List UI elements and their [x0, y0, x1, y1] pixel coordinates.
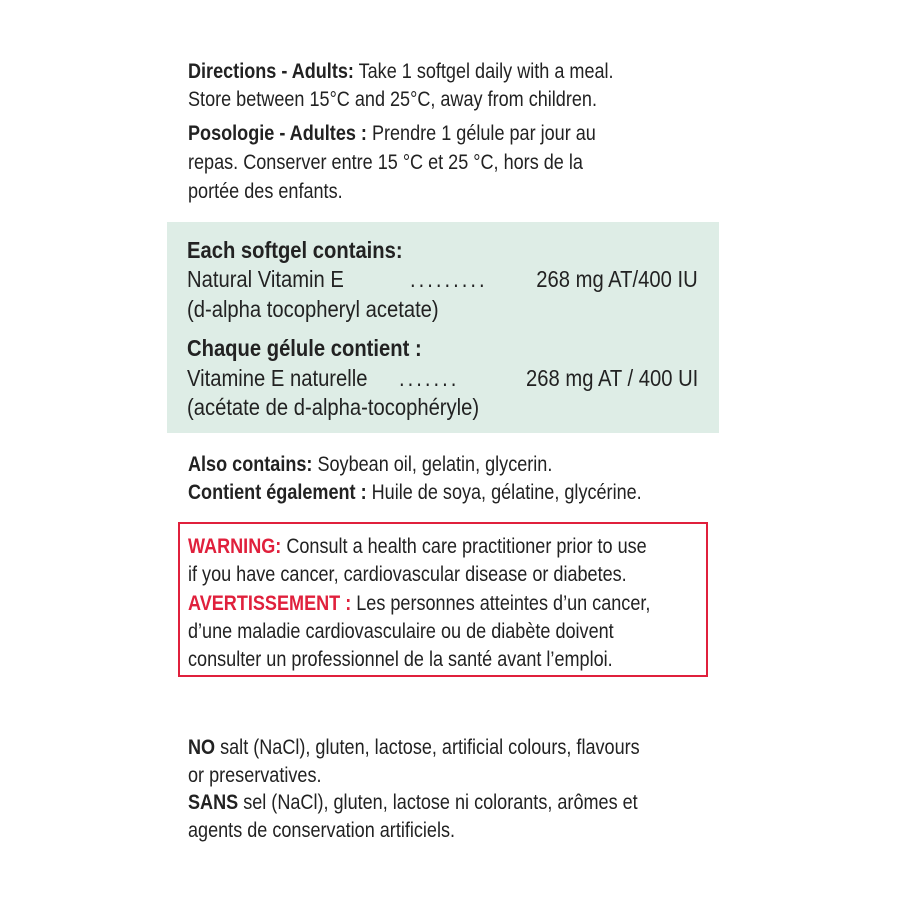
ingredients-fr-heading: Chaque gélule contient : — [187, 335, 422, 361]
free-from-en-line-2: or preservatives. — [188, 764, 322, 787]
directions-en-line-1 — [188, 60, 614, 84]
ingredients-fr-sub: (acétate de d-alpha-tocophéryle) — [187, 394, 480, 420]
also-contains-fr-label: Contient également : — [188, 481, 367, 504]
directions-fr-line-1 — [188, 122, 596, 146]
also-contains-en-text: Soybean oil, gelatin, glycerin. — [312, 453, 553, 476]
also-contains-fr-text: Huile de soya, gélatine, glycérine. — [366, 481, 642, 504]
warning-fr-label: AVERTISSEMENT : — [188, 592, 352, 615]
directions-en-line-2: Store between 15°C and 25°C, away from children. — [188, 88, 597, 111]
also-contains-fr — [188, 481, 642, 505]
warning-en-label: WARNING: — [188, 535, 282, 558]
ingredients-en-dots: ......... — [410, 266, 488, 292]
directions-fr-label: Posologie - Adultes : — [188, 122, 367, 145]
free-from-fr-line-1 — [188, 791, 638, 815]
warning-fr-line-1 — [188, 592, 650, 616]
free-from-fr-label: SANS — [188, 791, 239, 814]
directions-en-label: Directions - Adults: — [188, 60, 354, 83]
warning-fr-line-2: d’une maladie cardiovasculaire ou de diabète doivent — [188, 620, 614, 643]
free-from-fr-text: sel (NaCl), gluten, lactose ni colorants, arômes et — [238, 791, 638, 814]
ingredients-fr-item: Vitamine E naturelle — [187, 365, 368, 391]
ingredients-fr-amount: 268 mg AT / 400 UI — [525, 365, 698, 391]
directions-en-text: Take 1 softgel daily with a meal. — [353, 60, 614, 83]
directions-fr-line-3: portée des enfants. — [188, 180, 343, 203]
warning-en-line-2: if you have cancer, cardiovascular disease or diabetes. — [188, 563, 627, 586]
free-from-en-label: NO — [188, 736, 216, 759]
free-from-en-line-1 — [188, 736, 640, 760]
directions-fr-line-2: repas. Conserver entre 15 °C et 25 °C, hors de la — [188, 151, 583, 174]
ingredients-en-item: Natural Vitamin E — [187, 266, 344, 292]
free-from-fr-line-2: agents de conservation artificiels. — [188, 819, 456, 842]
ingredients-en-amount: 268 mg AT/400 IU — [536, 266, 698, 292]
warning-en-text: Consult a health care practitioner prior to use — [281, 535, 647, 558]
ingredients-en-heading: Each softgel contains: — [187, 237, 403, 263]
warning-fr-text: Les personnes atteintes d’un cancer, — [351, 592, 651, 615]
warning-fr-line-3: consulter un professionnel de la santé avant l’emploi. — [188, 648, 613, 671]
also-contains-en-label: Also contains: — [188, 453, 313, 476]
also-contains-en — [188, 453, 552, 477]
ingredients-fr-dots: ....... — [399, 365, 460, 391]
ingredients-en-sub: (d-alpha tocopheryl acetate) — [187, 296, 439, 322]
free-from-en-text: salt (NaCl), gluten, lactose, artificial colours, flavours — [215, 736, 640, 759]
warning-en-line-1 — [188, 535, 647, 559]
directions-fr-text: Prendre 1 gélule par jour au — [366, 122, 596, 145]
